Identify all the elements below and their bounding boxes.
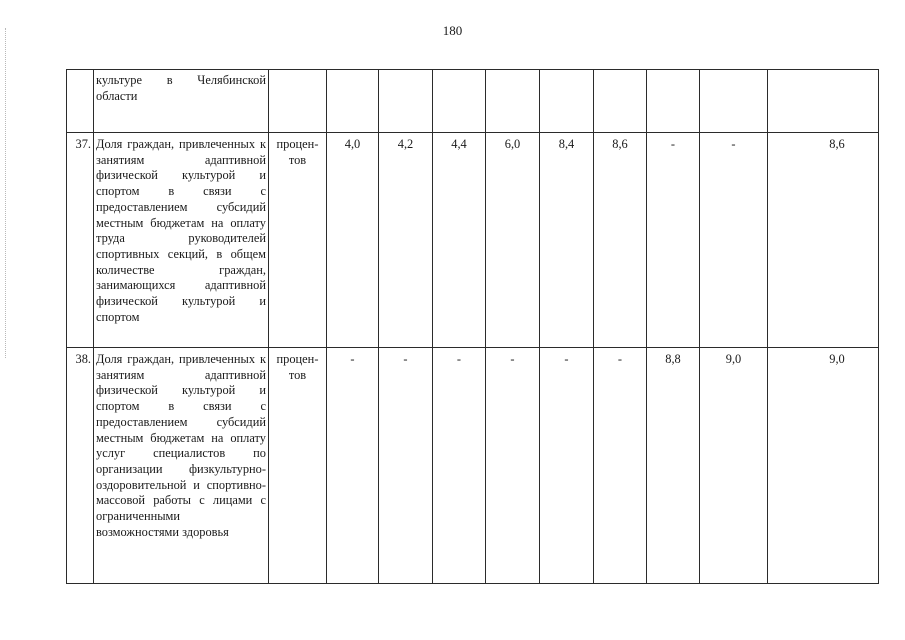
value-cell: 8,6 (768, 133, 879, 348)
scan-edge-artifact (5, 28, 6, 358)
value-cell: - (486, 348, 540, 584)
value-cell (433, 70, 486, 133)
value-cell: - (327, 348, 379, 584)
row-number: 38. (67, 348, 94, 584)
row-number (67, 70, 94, 133)
value-cell: - (647, 133, 700, 348)
value-cell (594, 70, 647, 133)
value-cell: 9,0 (768, 348, 879, 584)
value-cell: - (594, 348, 647, 584)
value-cell (540, 70, 594, 133)
value-cell: 4,2 (379, 133, 433, 348)
row-number: 37. (67, 133, 94, 348)
unit-cell (269, 70, 327, 133)
value-cell: 8,4 (540, 133, 594, 348)
value-cell (700, 70, 768, 133)
value-cell: 8,8 (647, 348, 700, 584)
value-cell: 4,4 (433, 133, 486, 348)
value-cell: 9,0 (700, 348, 768, 584)
value-cell: - (700, 133, 768, 348)
value-cell (486, 70, 540, 133)
table-row-37 (67, 133, 879, 348)
value-cell: 6,0 (486, 133, 540, 348)
indicator-name: культуре в Челябинской области (94, 70, 269, 133)
value-cell (327, 70, 379, 133)
value-cell (379, 70, 433, 133)
page-number: 180 (442, 23, 463, 38)
unit-cell: процен-тов (269, 133, 327, 348)
value-cell: 4,0 (327, 133, 379, 348)
value-cell: - (379, 348, 433, 584)
value-cell (647, 70, 700, 133)
table-row-continuation (67, 70, 879, 133)
value-cell (768, 70, 879, 133)
indicators-table (66, 69, 879, 584)
value-cell: 8,6 (594, 133, 647, 348)
table-row-38 (67, 348, 879, 584)
indicator-name: Доля граждан, привлеченных к занятиям адаптивной физической культурой и спортом в связи с предоставлением субсидий местным бюджетам на оплату труда руководителей спортивных секций, в общем количестве граждан, занимающихся адаптивной физической культурой и спортом (94, 133, 269, 348)
indicator-name: Доля граждан, привлеченных к занятиям адаптивной физической культурой и спортом в связи с предоставлением субсидий местным бюджетам на оплату услуг специалистов по организации физкультурно-оздоровительной и спортивно-массовой работы с лицами с ограниченными возможностями здоровья (94, 348, 269, 584)
unit-cell: процен-тов (269, 348, 327, 584)
value-cell: - (433, 348, 486, 584)
value-cell: - (540, 348, 594, 584)
